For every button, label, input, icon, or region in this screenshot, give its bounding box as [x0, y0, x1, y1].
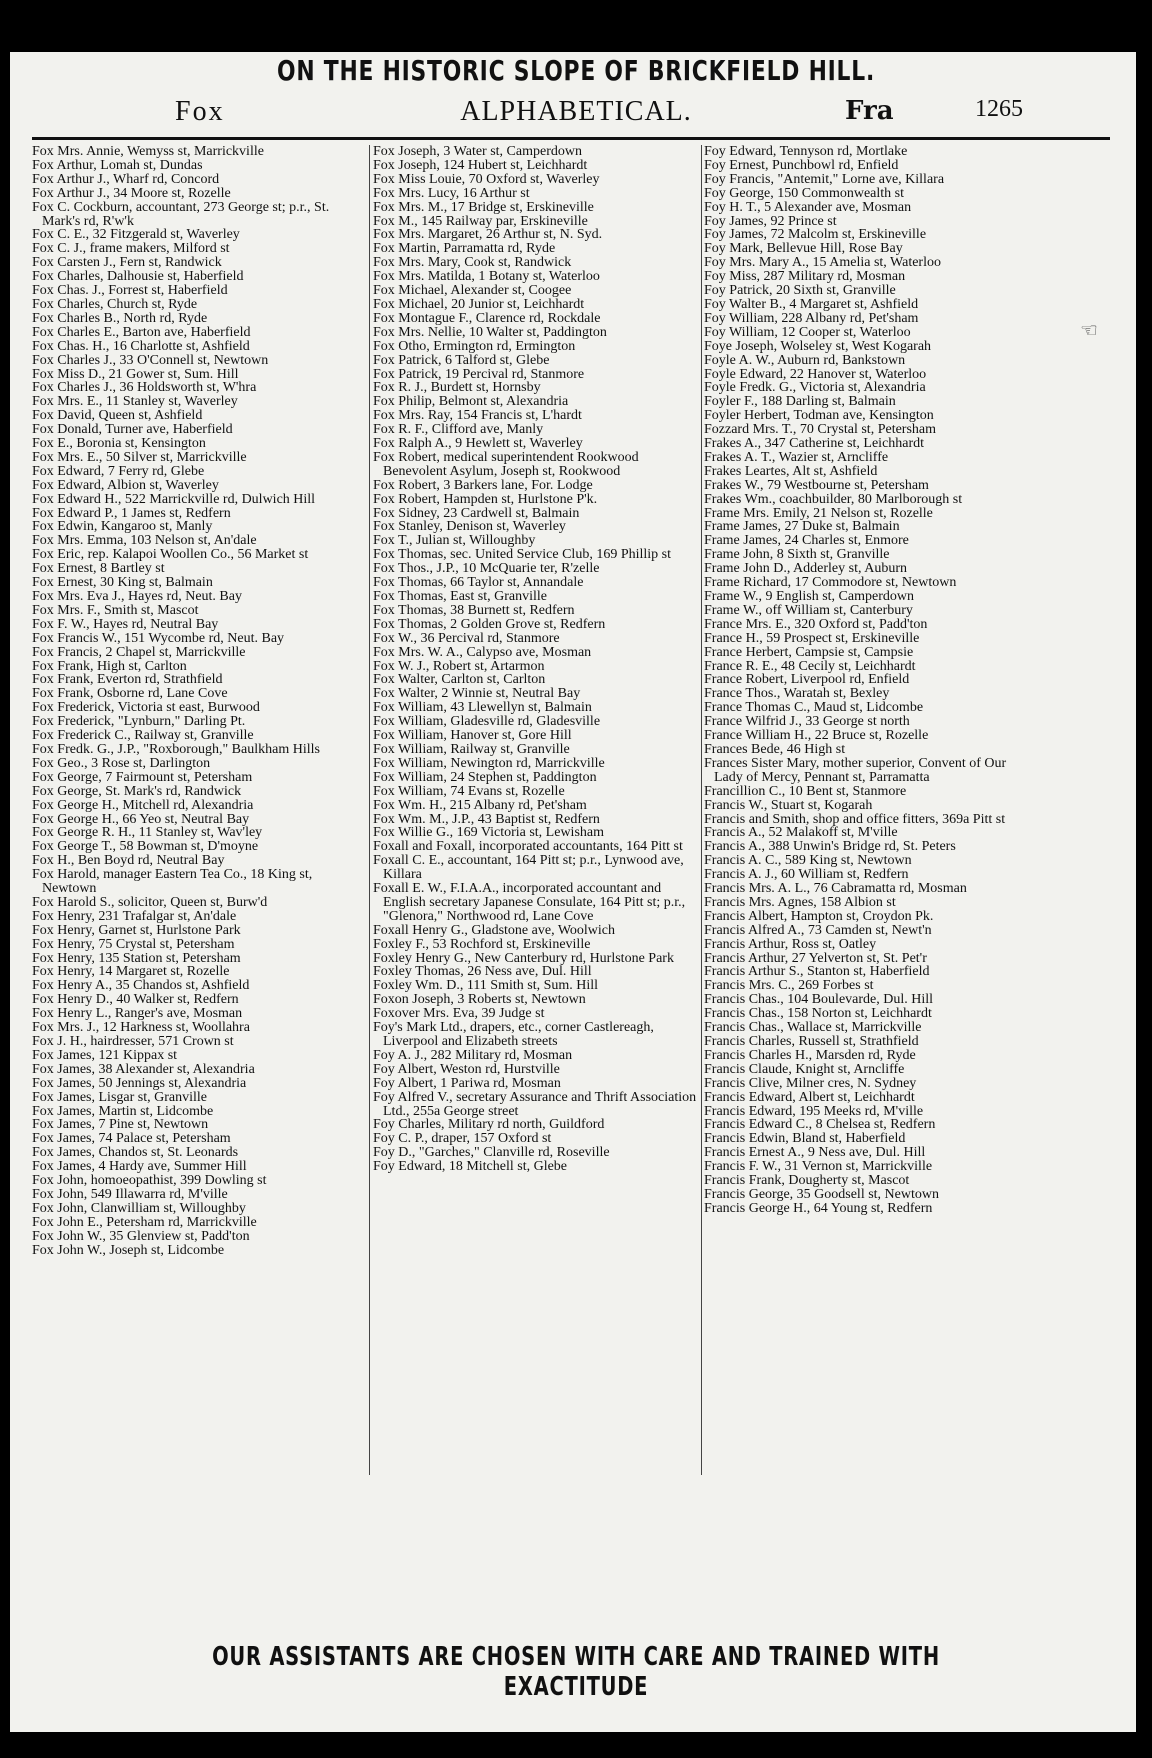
directory-entry: Fox George H., Mitchell rd, Alexandria [32, 798, 254, 813]
directory-entry: Fox William, 74 Evans st, Rozelle [373, 784, 565, 799]
directory-entry: Fox T., Julian st, Willoughby [373, 534, 536, 549]
directory-entry: Fox John, homoeopathist, 399 Dowling st [32, 1174, 267, 1188]
directory-entry: Fox Frederick, "Lynburn," Darling Pt. [32, 715, 246, 730]
directory-entry: Foy Edward, 18 Mitchell st, Glebe [373, 1160, 568, 1175]
directory-entry: Francis Arthur S., Stanton st, Haberfield [704, 965, 930, 980]
directory-entry: Fox John, Clanwilliam st, Willoughby [32, 1201, 246, 1216]
directory-entry: Fox Arthur J., Wharf rd, Concord [32, 172, 220, 187]
directory-entry: Fox J. H., hairdresser, 571 Crown st [32, 1035, 234, 1049]
directory-entry: Fox George R. H., 11 Stanley st, Wav'ley [32, 826, 263, 841]
running-head-first-word: Fox [175, 96, 225, 127]
directory-entry: Francis W., Stuart st, Kogarah [704, 798, 873, 813]
directory-entry: Fox Robert, Hampden st, Hurlstone P'k. [373, 492, 598, 507]
directory-entry: France Mrs. E., 320 Oxford st, Padd'ton [704, 617, 928, 632]
directory-entry: Fox Francis W., 151 Wycombe rd, Neut. Bay [32, 631, 285, 646]
directory-entry: Fox Wm. H., 215 Albany rd, Pet'sham [373, 798, 587, 813]
directory-entry: Fox Wm. M., J.P., 43 Baptist st, Redfern [373, 812, 600, 827]
directory-entry: Francis Ernest A., 9 Ness ave, Dul. Hill [704, 1146, 926, 1161]
directory-entry: Fox Thomas, 2 Golden Grove st, Redfern [373, 617, 606, 632]
directory-column-2 [373, 145, 698, 1174]
directory-entry: Fox Thomas, 38 Burnett st, Redfern [373, 603, 575, 618]
directory-entry: Fox Willie G., 169 Victoria st, Lewisham [373, 826, 604, 841]
directory-entry: Fox John W., Joseph st, Lidcombe [32, 1243, 225, 1258]
directory-entry: Fox Donald, Turner ave, Haberfield [32, 423, 233, 438]
directory-entry: Fox Arthur, Lomah st, Dundas [32, 158, 203, 173]
directory-entry: Francis A. J., 60 William st, Redfern [704, 868, 909, 883]
directory-entry: Fox Sidney, 23 Cardwell st, Balmain [373, 506, 580, 521]
directory-entry: Fox Frank, Everton rd, Strathfield [32, 673, 223, 688]
directory-entry: Foxley F., 53 Rochford st, Erskineville [373, 937, 591, 952]
directory-entry: Francis A., 52 Malakoff st, M'ville [704, 826, 898, 841]
directory-entry: Frame W., off William st, Canterbury [704, 603, 913, 618]
directory-entry: Fox R. F., Clifford ave, Manly [373, 423, 544, 438]
directory-entry: Fox Charles J., 33 O'Connell st, Newtown [32, 353, 269, 368]
directory-entry: Foy William, 228 Albany rd, Pet'sham [704, 311, 919, 326]
column-divider [369, 145, 370, 1475]
directory-entry: France Wilfrid J., 33 George st north [704, 715, 910, 730]
directory-entry: Francis Mrs. A. L., 76 Cabramatta rd, Mosman [704, 882, 967, 896]
directory-entry: Foxley Henry G., New Canterbury rd, Hurlstone Park [373, 951, 674, 966]
directory-entry: Francis George, 35 Goodsell st, Newtown [704, 1187, 939, 1202]
directory-entry: Fox Mrs. Eva J., Hayes rd, Neut. Bay [32, 590, 242, 604]
directory-entry: Fox John E., Petersham rd, Marrickville [32, 1215, 257, 1230]
column-divider [701, 145, 702, 1475]
directory-entry: Fox H., Ben Boyd rd, Neutral Bay [32, 854, 225, 869]
directory-entry: Fox Robert, 3 Barkers lane, For. Lodge [373, 478, 593, 493]
directory-entry: Foy Walter B., 4 Margaret st, Ashfield [704, 297, 919, 312]
directory-entry: Fox John, 549 Illawarra rd, M'ville [32, 1187, 228, 1202]
directory-entry: Fox Edward P., 1 James st, Redfern [32, 506, 231, 521]
directory-entry: Fox Carsten J., Fern st, Randwick [32, 256, 222, 271]
directory-entry: Fox Mrs. Ray, 154 Francis st, L'hardt [373, 409, 582, 424]
directory-entry: Fox Fredk. G., J.P., "Roxborough," Baulkham Hills [32, 742, 320, 757]
directory-entry: Fox James, 7 Pine st, Newtown [32, 1118, 209, 1133]
directory-entry: Foxley Thomas, 26 Ness ave, Dul. Hill [373, 965, 592, 980]
directory-entry: Fox Charles, Church st, Ryde [32, 297, 198, 312]
directory-entry: Fox William, Hanover st, Gore Hill [373, 729, 572, 743]
directory-entry: Fox Otho, Ermington rd, Ermington [373, 339, 576, 354]
directory-entry: Frakes W., 79 Westbourne st, Petersham [704, 478, 929, 493]
directory-entry: Foy Albert, 1 Pariwa rd, Mosman [373, 1076, 561, 1091]
directory-entry: Fox Charles E., Barton ave, Haberfield [32, 325, 251, 340]
directory-entry: Fox E., Boronia st, Kensington [32, 437, 206, 451]
directory-entry: Francis Chas., 158 Norton st, Leichhardt [704, 1007, 932, 1022]
directory-entry: Francis Chas., 104 Boulevarde, Dul. Hill [704, 993, 934, 1008]
directory-entry: Foy D., "Garches," Clanville rd, Roseville [373, 1146, 610, 1161]
directory-entry: Foxon Joseph, 3 Roberts st, Newtown [373, 993, 586, 1008]
directory-entry: Fox James, 38 Alexander st, Alexandria [32, 1062, 255, 1077]
directory-entry: Fox Mrs. Matilda, 1 Botany st, Waterloo [373, 270, 600, 285]
directory-entry: Fox Thomas, East st, Granville [373, 590, 547, 604]
directory-entry: Foy Ernest, Punchbowl rd, Enfield [704, 158, 899, 173]
directory-column-1 [32, 145, 366, 1258]
directory-entry: Frame James, 24 Charles st, Enmore [704, 534, 909, 549]
directory-entry: Fox James, Martin st, Lidcombe [32, 1104, 214, 1119]
directory-entry: Frakes A. T., Wazier st, Arncliffe [704, 450, 889, 465]
directory-entry: Francis Frank, Dougherty st, Mascot [704, 1174, 910, 1188]
directory-entry: Fox R. J., Burdett st, Hornsby [373, 381, 541, 396]
page-title: ALPHABETICAL. [460, 96, 692, 127]
directory-entry: Fox James, Chandos st, St. Leonards [32, 1146, 239, 1161]
directory-entry: Francis A. C., 589 King st, Newtown [704, 854, 912, 869]
directory-entry: Fox C. E., 32 Fitzgerald st, Waverley [32, 228, 240, 243]
directory-entry: Fox Robert, medical superintendent Rookwood Benevolent Asylum, Joseph st, Rookwood [373, 450, 639, 479]
directory-entry: Frakes Wm., coachbuilder, 80 Marlborough st [704, 492, 963, 507]
directory-entry: Fox James, 74 Palace st, Petersham [32, 1132, 231, 1147]
directory-entry: Fox Henry, 75 Crystal st, Petersham [32, 937, 235, 952]
directory-entry: Foy A. J., 282 Military rd, Mosman [373, 1048, 573, 1063]
directory-entry: Fox Mrs. M., 17 Bridge st, Erskineville [373, 200, 594, 215]
directory-entry: Fox Henry, 14 Margaret st, Rozelle [32, 965, 230, 980]
directory-entry: Fox M., 145 Railway par, Erskineville [373, 214, 588, 229]
directory-entry: Fox Mrs. Annie, Wemyss st, Marrickville [32, 145, 264, 159]
directory-entry: Fox Miss Louie, 70 Oxford st, Waverley [373, 172, 600, 187]
directory-entry: Foy William, 12 Cooper st, Waterloo [704, 325, 911, 340]
directory-entry: Foyler Herbert, Todman ave, Kensington [704, 409, 934, 424]
directory-entry: Fox Henry, 231 Trafalgar st, An'dale [32, 909, 237, 924]
directory-entry: Fox Mrs. E., 50 Silver st, Marrickville [32, 450, 247, 465]
directory-entry: Fox Harold, manager Eastern Tea Co., 18 King st, Newtown [32, 868, 313, 896]
directory-entry: Fox Frederick, Victoria st east, Burwood [32, 701, 260, 716]
directory-entry: France Thomas C., Maud st, Lidcombe [704, 701, 924, 716]
directory-entry: France H., 59 Prospect st, Erskineville [704, 631, 920, 646]
directory-entry: Foyle Fredk. G., Victoria st, Alexandria [704, 381, 926, 396]
directory-entry: Fox James, 121 Kippax st [32, 1048, 178, 1063]
directory-entry: Fox Edwin, Kangaroo st, Manly [32, 520, 213, 535]
directory-entry: Fox George, St. Mark's rd, Randwick [32, 784, 242, 799]
directory-entry: Foxley Wm. D., 111 Smith st, Sum. Hill [373, 979, 599, 994]
directory-entry: Foyle A. W., Auburn rd, Bankstown [704, 353, 906, 368]
directory-entry: Fox James, 4 Hardy ave, Summer Hill [32, 1160, 247, 1175]
directory-entry: Fox Charles, Dalhousie st, Haberfield [32, 270, 244, 285]
directory-entry: Frame John, 8 Sixth st, Granville [704, 548, 890, 563]
directory-entry: Fox Edward, Albion st, Waverley [32, 478, 219, 493]
directory-entry: Fox Mrs. Nellie, 10 Walter st, Paddington [373, 325, 607, 340]
directory-entry: Foxall and Foxall, incorporated accountants, 164 Pitt st [373, 840, 683, 855]
directory-entry: Foy James, 72 Malcolm st, Erskineville [704, 228, 927, 243]
directory-entry: Francis and Smith, shop and office fitters, 369a Pitt st [704, 812, 1006, 827]
directory-entry: Fox Mrs. Margaret, 26 Arthur st, N. Syd. [373, 228, 603, 243]
directory-entry: Fox Frank, High st, Carlton [32, 659, 187, 674]
directory-entry: Foy George, 150 Commonwealth st [704, 186, 905, 201]
directory-entry: Fox Stanley, Denison st, Waverley [373, 520, 566, 535]
directory-entry: Fox Edward, 7 Ferry rd, Glebe [32, 464, 205, 479]
directory-entry: Fox Ernest, 8 Bartley st [32, 562, 165, 577]
directory-entry: Fox Henry, 135 Station st, Petersham [32, 951, 241, 966]
directory-entry: Fox Charles B., North rd, Ryde [32, 311, 208, 326]
directory-entry: Fox George H., 66 Yeo st, Neutral Bay [32, 812, 250, 827]
directory-entry: Fox Geo., 3 Rose st, Darlington [32, 756, 211, 771]
directory-entry: Fozzard Mrs. T., 70 Crystal st, Petersham [704, 423, 937, 438]
directory-entry: Fox Chas. H., 16 Charlotte st, Ashfield [32, 339, 250, 354]
directory-entry: Fox Mrs. E., 11 Stanley st, Waverley [32, 395, 238, 410]
directory-entry: Fox W. J., Robert st, Artarmon [373, 659, 545, 674]
directory-entry: Foxall C. E., accountant, 164 Pitt st; p.r., Lynwood ave, Killara [373, 854, 684, 883]
directory-entry: Fox Mrs. Mary, Cook st, Randwick [373, 256, 572, 271]
directory-entry: Fox Mrs. J., 12 Harkness st, Woollahra [32, 1021, 250, 1035]
directory-entry: Fox Patrick, 19 Percival rd, Stanmore [373, 367, 585, 382]
directory-entry: Francis Chas., Wallace st, Marrickville [704, 1021, 922, 1035]
directory-entry: Fox Walter, 2 Winnie st, Neutral Bay [373, 687, 581, 702]
page-number: 1265 [975, 96, 1023, 122]
directory-entry: Francis Arthur, 27 Yelverton st, St. Pet'r [704, 951, 927, 966]
directory-entry: Fox Philip, Belmont st, Alexandria [373, 395, 569, 410]
directory-entry: Francis George H., 64 Young st, Redfern [704, 1201, 933, 1216]
directory-entry: Fox William, Gladesville rd, Gladesville [373, 715, 601, 730]
directory-entry: Foye Joseph, Wolseley st, West Kogarah [704, 339, 932, 354]
directory-entry: Fox Francis, 2 Chapel st, Marrickville [32, 645, 246, 660]
directory-entry: Foy Miss, 287 Military rd, Mosman [704, 270, 906, 285]
directory-entry: Frame James, 27 Duke st, Balmain [704, 520, 900, 535]
directory-entry: Fox David, Queen st, Ashfield [32, 409, 203, 424]
directory-entry: Foy James, 92 Prince st [704, 214, 837, 229]
directory-entry: Foxall E. W., F.I.A.A., incorporated accountant and English secretary Japanese Consulate, 164 Pitt st; p.r., "Glenora," Northwood rd, Lane Cove [373, 882, 686, 924]
directory-entry: Fox W., 36 Percival rd, Stanmore [373, 631, 560, 646]
directory-entry: Fox William, 24 Stephen st, Paddington [373, 770, 597, 785]
directory-entry: Fox William, Railway st, Granville [373, 742, 570, 757]
directory-entry: Fox Thos., J.P., 10 McQuarie ter, R'zelle [373, 562, 600, 577]
directory-entry: Fox C. Cockburn, accountant, 273 George st; p.r., St. Mark's rd, R'w'k [32, 200, 330, 229]
directory-entry: Fox Henry, Garnet st, Hurlstone Park [32, 923, 241, 938]
directory-entry: Fox Eric, rep. Kalapoi Woollen Co., 56 Market st [32, 548, 309, 563]
directory-entry: Francis Charles H., Marsden rd, Ryde [704, 1048, 916, 1063]
directory-entry: Fox Ralph A., 9 Hewlett st, Waverley [373, 437, 583, 451]
directory-entry: Francis Claude, Knight st, Arncliffe [704, 1062, 905, 1077]
directory-entry: Foxall Henry G., Gladstone ave, Woolwich [373, 923, 616, 938]
directory-entry: Fox Mrs. Emma, 103 Nelson st, An'dale [32, 534, 257, 549]
directory-entry: Foy Mrs. Mary A., 15 Amelia st, Waterloo [704, 256, 941, 271]
directory-entry: Fox Ernest, 30 King st, Balmain [32, 576, 213, 590]
directory-entry: Fox Charles J., 36 Holdsworth st, W'hra [32, 381, 257, 396]
directory-entry: Fox William, Newington rd, Marrickville [373, 756, 605, 771]
directory-entry: Francis Edward, 195 Meeks rd, M'ville [704, 1104, 924, 1119]
directory-entry: Frakes A., 347 Catherine st, Leichhardt [704, 437, 925, 451]
directory-entry: Fox John W., 35 Glenview st, Padd'ton [32, 1229, 250, 1244]
directory-entry: Foy C. P., draper, 157 Oxford st [373, 1132, 552, 1147]
directory-entry: Fox Patrick, 6 Talford st, Glebe [373, 353, 550, 368]
directory-entry: Francis Charles, Russell st, Strathfield [704, 1035, 919, 1049]
directory-entry: Fox Thomas, 66 Taylor st, Annandale [373, 576, 584, 590]
directory-entry: France William H., 22 Bruce st, Rozelle [704, 729, 929, 743]
directory-entry: Foy Charles, Military rd north, Guildford [373, 1118, 605, 1133]
directory-entry: Francis Edward C., 8 Chelsea st, Redfern [704, 1118, 936, 1133]
directory-column-3 [704, 145, 1031, 1216]
directory-entry: Foyler F., 188 Darling st, Balmain [704, 395, 896, 410]
running-head-last-word: Fra [845, 96, 894, 126]
directory-entry: Foy's Mark Ltd., drapers, etc., corner Castlereagh, Liverpool and Elizabeth streets [373, 1021, 654, 1049]
directory-entry: Fox Mrs. Lucy, 16 Arthur st [373, 186, 530, 201]
directory-entry: Frances Bede, 46 High st [704, 742, 846, 757]
directory-entry: Francis Arthur, Ross st, Oatley [704, 937, 877, 952]
directory-entry: Foy Francis, "Antemit," Lorne ave, Killara [704, 172, 945, 187]
header-rule [32, 137, 1110, 140]
directory-entry: Foy Alfred V., secretary Assurance and Thrift Association Ltd., 255a George street [373, 1090, 697, 1119]
directory-entry: Francis Mrs. Agnes, 158 Albion st [704, 895, 896, 910]
directory-entry: Fox Miss D., 21 Gower st, Sum. Hill [32, 367, 239, 382]
directory-entry: Francis F. W., 31 Vernon st, Marrickville [704, 1160, 933, 1175]
directory-entry: Fox Frank, Osborne rd, Lane Cove [32, 687, 228, 702]
directory-entry: Francis A., 388 Unwin's Bridge rd, St. Peters [704, 840, 956, 855]
directory-entry: Fox Mrs. F., Smith st, Mascot [32, 603, 199, 618]
directory-entry: Foxover Mrs. Eva, 39 Judge st [373, 1007, 545, 1022]
directory-entry: Francis Clive, Milner cres, N. Sydney [704, 1076, 917, 1091]
directory-entry: Fox James, Lisgar st, Granville [32, 1090, 207, 1105]
directory-entry: Fox Henry L., Ranger's ave, Mosman [32, 1007, 243, 1022]
directory-entry: France Robert, Liverpool rd, Enfield [704, 673, 910, 688]
top-advert-banner: ON THE HISTORIC SLOPE OF BRICKFIELD HILL. [276, 54, 876, 87]
directory-entry: Fox Walter, Carlton st, Carlton [373, 673, 546, 688]
bottom-advert-banner: OUR ASSISTANTS ARE CHOSEN WITH CARE AND TRAINED WITH EXACTITUDE [212, 1642, 940, 1702]
directory-entry: Francis Alfred A., 73 Camden st, Newt'n [704, 923, 932, 938]
directory-entry: Frame Richard, 17 Commodore st, Newtown [704, 576, 957, 590]
directory-entry: Fox Thomas, sec. United Service Club, 169 Phillip st [373, 548, 672, 563]
directory-entry: Foy Patrick, 20 Sixth st, Granville [704, 284, 896, 298]
directory-entry: Fox C. J., frame makers, Milford st [32, 242, 230, 257]
directory-entry: Fox Joseph, 124 Hubert st, Leichhardt [373, 158, 588, 173]
directory-entry: Fox Michael, Alexander st, Coogee [373, 284, 572, 298]
directory-entry: Fox Henry D., 40 Walker st, Redfern [32, 993, 239, 1008]
directory-entry: Fox Arthur J., 34 Moore st, Rozelle [32, 186, 231, 201]
directory-entry: Foy Mark, Bellevue Hill, Rose Bay [704, 242, 903, 257]
directory-entry: Francis Edward, Albert st, Leichhardt [704, 1090, 915, 1105]
directory-entry: Frakes Leartes, Alt st, Ashfield [704, 464, 878, 479]
directory-entry: Fox William, 43 Llewellyn st, Balmain [373, 701, 592, 716]
directory-entry: France R. E., 48 Cecily st, Leichhardt [704, 659, 916, 674]
directory-entry: Fox Edward H., 522 Marrickville rd, Dulwich Hill [32, 492, 316, 507]
directory-entry: Fox George T., 58 Bowman st, D'moyne [32, 840, 259, 855]
directory-entry: France Herbert, Campsie st, Campsie [704, 645, 914, 660]
directory-entry: Francillion C., 10 Bent st, Stanmore [704, 784, 907, 799]
directory-entry: Foyle Edward, 22 Hanover st, Waterloo [704, 367, 927, 382]
directory-entry: Fox Joseph, 3 Water st, Camperdown [373, 145, 582, 159]
directory-entry: Fox George, 7 Fairmount st, Petersham [32, 770, 253, 785]
cursor-icon: ☜ [1080, 320, 1098, 342]
directory-entry: Fox Mrs. W. A., Calypso ave, Mosman [373, 645, 592, 660]
directory-entry: Foy Albert, Weston rd, Hurstville [373, 1062, 560, 1077]
directory-entry: Fox Harold S., solicitor, Queen st, Burw'd [32, 895, 268, 910]
directory-entry: Fox Henry A., 35 Chandos st, Ashfield [32, 979, 250, 994]
directory-entry: Frame W., 9 English st, Camperdown [704, 590, 914, 604]
directory-entry: Fox Montague F., Clarence rd, Rockdale [373, 311, 601, 326]
directory-entry: Frances Sister Mary, mother superior, Convent of Our Lady of Mercy, Pennant st, Parramatta [704, 756, 1007, 785]
directory-entry: Fox James, 50 Jennings st, Alexandria [32, 1076, 247, 1091]
directory-entry: Foy Edward, Tennyson rd, Mortlake [704, 145, 908, 159]
directory-entry: Frame John D., Adderley st, Auburn [704, 562, 907, 577]
directory-entry: Fox F. W., Hayes rd, Neutral Bay [32, 617, 219, 632]
directory-entry: Frame Mrs. Emily, 21 Nelson st, Rozelle [704, 506, 933, 521]
directory-entry: Foy H. T., 5 Alexander ave, Mosman [704, 200, 912, 215]
directory-entry: Fox Chas. J., Forrest st, Haberfield [32, 284, 228, 298]
directory-entry: Fox Martin, Parramatta rd, Ryde [373, 242, 556, 257]
directory-entry: Francis Albert, Hampton st, Croydon Pk. [704, 909, 934, 924]
directory-entry: France Thos., Waratah st, Bexley [704, 687, 890, 702]
directory-entry: Fox Frederick C., Railway st, Granville [32, 729, 254, 743]
directory-entry: Francis Edwin, Bland st, Haberfield [704, 1132, 906, 1147]
directory-entry: Francis Mrs. C., 269 Forbes st [704, 979, 874, 994]
directory-entry: Fox Michael, 20 Junior st, Leichhardt [373, 297, 585, 312]
